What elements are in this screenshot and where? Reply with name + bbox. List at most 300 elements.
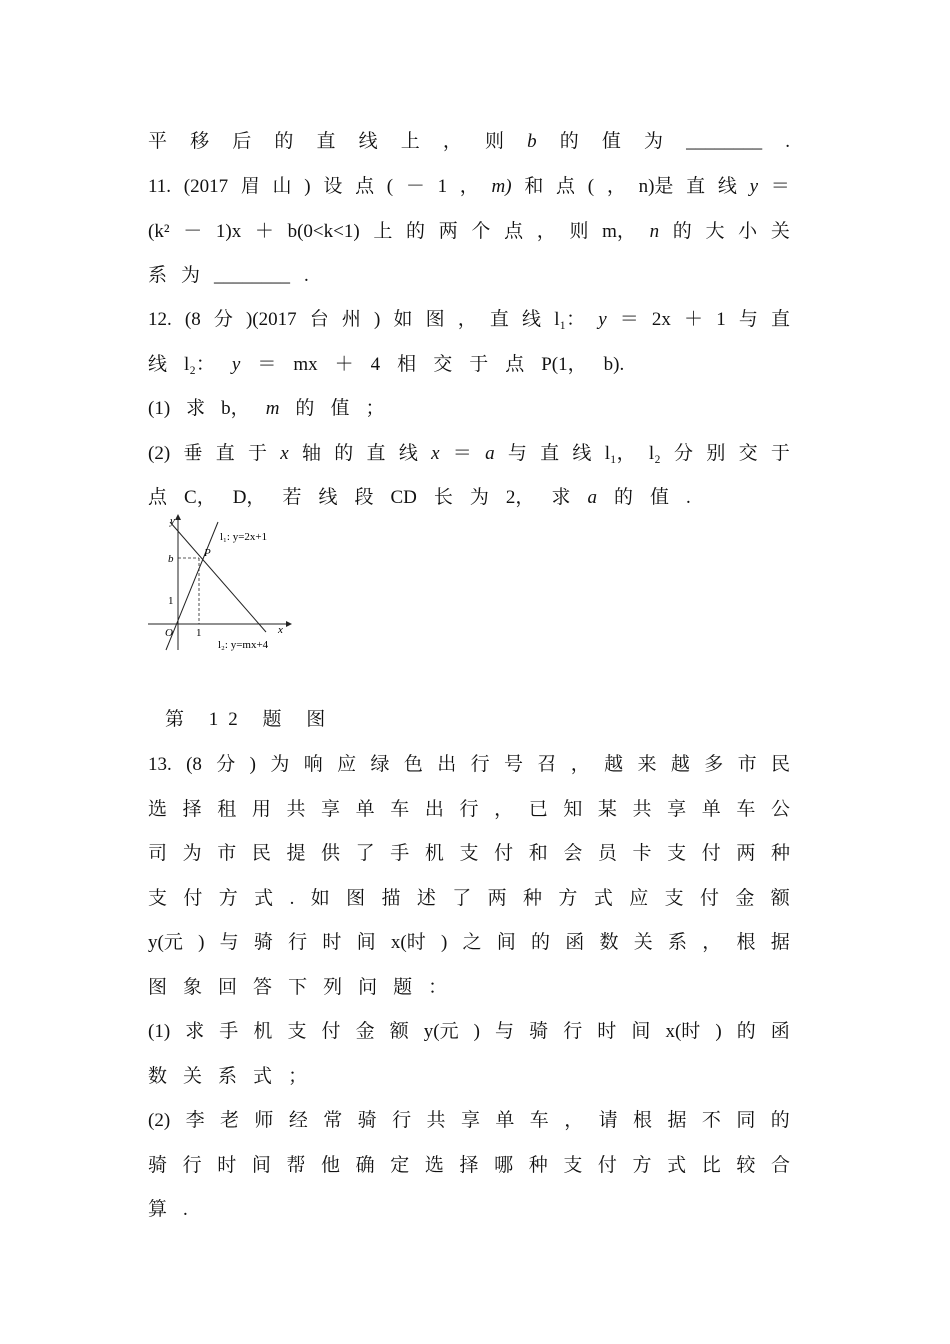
text-token: .: [785, 131, 790, 152]
text-token: 应: [337, 754, 357, 775]
text-token: 直: [770, 309, 790, 330]
text-token: 择: [182, 799, 202, 820]
text-token: 出: [424, 799, 444, 820]
text-token: 点: [556, 176, 576, 197]
text-token: 于: [469, 354, 489, 375]
text-token: ＋: [254, 221, 274, 242]
text-token: 间: [251, 1155, 271, 1176]
text-token: 台: [309, 309, 329, 330]
text-token: 手: [219, 1021, 239, 1042]
text-token: 骑: [253, 932, 273, 953]
text-token: 交: [433, 354, 453, 375]
text-token: n: [649, 221, 660, 242]
text-token: －: [183, 221, 203, 242]
text-token: ＋: [684, 309, 704, 330]
text-token: 垂: [183, 443, 203, 464]
text-token: 越: [604, 754, 624, 775]
question-11-line-1: [148, 171, 790, 197]
text-token: 线: [148, 354, 168, 375]
text-token: x(时: [665, 1021, 701, 1042]
text-token: 移: [190, 131, 210, 152]
text-token: 付: [494, 843, 514, 864]
text-token: 求: [186, 398, 206, 419]
text-token: 支: [148, 888, 168, 909]
text-token: ；: [288, 1066, 308, 1087]
text-token: ，: [570, 754, 590, 775]
text-token: 应: [629, 888, 649, 909]
text-token: 则: [569, 221, 589, 242]
text-token: 骑: [148, 1155, 168, 1176]
text-token: (8: [184, 309, 201, 330]
text-token: l₁：: [554, 309, 586, 330]
text-token: 后: [232, 131, 252, 152]
text-token: ，: [494, 799, 514, 820]
text-token: 选: [148, 799, 168, 820]
x-one-label: 1: [196, 627, 202, 639]
text-token: 值: [601, 131, 621, 152]
text-token: 经: [288, 1110, 308, 1131]
text-token: 的: [613, 487, 633, 508]
text-token: 式: [253, 1066, 273, 1087]
text-token: 直: [540, 443, 560, 464]
text-token: ，: [457, 309, 477, 330]
text-token: 支: [664, 888, 684, 909]
text-token: 两: [438, 221, 458, 242]
axis-x-label: x: [278, 624, 283, 636]
question-13-line-3: [148, 838, 790, 864]
text-token: 方: [558, 888, 578, 909]
text-token: 比: [701, 1155, 721, 1176]
text-token: 眉: [240, 176, 260, 197]
text-token: n)是: [638, 176, 674, 197]
figure-caption: 第 12 题 图: [165, 709, 336, 730]
text-token: ): [374, 309, 381, 330]
text-token: 系: [148, 265, 168, 286]
text-token: .: [685, 487, 691, 508]
text-token: 了: [355, 843, 375, 864]
text-token: D，: [232, 487, 266, 508]
text-token: 图: [346, 888, 366, 909]
text-token: x: [280, 443, 289, 464]
text-token: 李: [185, 1110, 205, 1131]
text-token: 种: [770, 843, 790, 864]
text-token: 象: [183, 977, 203, 998]
text-token: 来: [637, 754, 657, 775]
text-token: 点: [505, 354, 525, 375]
text-token: x: [431, 443, 440, 464]
text-token: 大: [705, 221, 725, 242]
question-13-part-1-line-2: [148, 1061, 790, 1087]
text-token: 共: [286, 799, 306, 820]
text-token: 行: [182, 1155, 202, 1176]
text-token: 时: [322, 932, 342, 953]
text-token: 多: [704, 754, 724, 775]
text-token: ，: [606, 176, 626, 197]
text-token: P(1，: [541, 354, 587, 375]
text-token: 据: [667, 1110, 687, 1131]
text-token: 同: [736, 1110, 756, 1131]
text-token: l₁，: [604, 443, 636, 464]
question-12-part-1: [148, 393, 790, 419]
text-token: 于: [770, 443, 790, 464]
text-token: .: [183, 1199, 188, 1220]
text-token: .: [304, 265, 309, 286]
text-token: 4: [370, 354, 381, 375]
text-token: .: [289, 888, 295, 909]
text-token: 老: [219, 1110, 239, 1131]
text-token: 答: [253, 977, 273, 998]
text-token: 付: [597, 1155, 617, 1176]
text-token: x(时: [390, 932, 426, 953]
text-token: 直: [215, 443, 235, 464]
text-token: 民: [770, 754, 790, 775]
text-token: a: [485, 443, 495, 464]
text-token: CD: [390, 487, 417, 508]
text-token: ；: [365, 398, 385, 419]
text-token: 较: [736, 1155, 756, 1176]
text-token: 与: [219, 932, 239, 953]
text-token: 两: [736, 843, 756, 864]
text-token: 1: [716, 309, 726, 330]
text-token: b: [527, 131, 537, 152]
text-token: 相: [397, 354, 417, 375]
text-token: 小: [738, 221, 758, 242]
text-token: ): [304, 176, 311, 197]
text-token: ，: [564, 1110, 584, 1131]
text-token: 点: [504, 221, 524, 242]
text-token: 上: [373, 221, 393, 242]
b-label: b: [168, 553, 174, 565]
text-token: m): [491, 176, 512, 197]
l1-equation-label: l₁: y=2x+1: [220, 531, 268, 543]
y-one-label: 1: [168, 595, 174, 607]
text-token: 13.: [148, 754, 172, 775]
text-token: 用: [251, 799, 271, 820]
text-token: 关: [183, 1066, 203, 1087]
text-token: 分: [213, 309, 233, 330]
text-token: (2): [148, 443, 171, 464]
text-token: 单: [495, 1110, 515, 1131]
text-token: 确: [355, 1155, 375, 1176]
text-token: 点: [355, 176, 375, 197]
text-token: 方: [632, 1155, 652, 1176]
text-token: 帮: [286, 1155, 306, 1176]
text-token: 员: [597, 843, 617, 864]
question-13-line-2: [148, 794, 790, 820]
text-token: m，: [602, 221, 636, 242]
text-token: 金: [355, 1021, 375, 1042]
text-token: 根: [633, 1110, 653, 1131]
text-token: 租: [217, 799, 237, 820]
text-token: 题: [393, 977, 413, 998]
text-token: 额: [770, 888, 790, 909]
text-token: 为: [182, 843, 202, 864]
text-token: 线: [572, 443, 592, 464]
line-l1: [166, 522, 218, 650]
text-token: 市: [737, 754, 757, 775]
question-13-part-2-line-2: [148, 1150, 790, 1176]
text-token: 供: [321, 843, 341, 864]
text-token: 行: [288, 932, 308, 953]
text-token: y(元: [423, 1021, 459, 1042]
text-token: 支: [563, 1155, 583, 1176]
text-token: 根: [736, 932, 756, 953]
question-12-part-2-line-2: [148, 482, 790, 508]
text-token: 图: [148, 977, 168, 998]
text-token: ，: [442, 131, 462, 152]
text-token: 式: [667, 1155, 687, 1176]
text-token: 州: [341, 309, 361, 330]
text-token: 直: [686, 176, 706, 197]
text-token: b，: [221, 398, 250, 419]
text-token: 召: [537, 754, 557, 775]
text-token: l₂：: [184, 354, 215, 375]
text-token: 的: [295, 398, 315, 419]
text-token: 数: [148, 1066, 168, 1087]
text-token: 择: [459, 1155, 479, 1176]
text-token: 的: [334, 443, 354, 464]
text-token: 于: [247, 443, 267, 464]
question-13-part-2-line-1: [148, 1105, 790, 1131]
question-13-line-1: [148, 749, 790, 775]
text-token: 机: [424, 843, 444, 864]
text-token: 定: [390, 1155, 410, 1176]
text-token: 的: [531, 932, 551, 953]
text-token: 如: [393, 309, 413, 330]
text-token: 手: [390, 843, 410, 864]
text-token: (k²: [148, 221, 170, 242]
text-token: 卡: [632, 843, 652, 864]
text-token: ＝: [257, 354, 277, 375]
text-token: 系: [218, 1066, 238, 1087]
text-token: 段: [354, 487, 374, 508]
text-token: 车: [529, 1110, 549, 1131]
text-token: 下: [288, 977, 308, 998]
text-token: 为: [469, 487, 489, 508]
text-token: (: [587, 176, 595, 197]
text-token: 色: [403, 754, 423, 775]
text-token: 回: [218, 977, 238, 998]
text-token: 上: [400, 131, 420, 152]
text-token: 据: [770, 932, 790, 953]
text-token: 值: [649, 487, 669, 508]
text-token: 的: [672, 221, 692, 242]
text-token: ): [715, 1021, 722, 1042]
text-token: 求: [551, 487, 571, 508]
text-token: ，: [702, 932, 722, 953]
text-token: l₂: [648, 443, 661, 464]
text-token: 则: [485, 131, 505, 152]
text-token: 设: [323, 176, 343, 197]
text-token: ：: [428, 977, 448, 998]
text-token: 的: [736, 1021, 756, 1042]
text-token: 种: [523, 888, 543, 909]
text-token: 绿: [370, 754, 390, 775]
text-token: 的: [770, 1110, 790, 1131]
text-token: (1): [148, 398, 171, 419]
text-token: 平: [148, 131, 168, 152]
text-token: (: [386, 176, 394, 197]
text-token: ): [198, 932, 205, 953]
text-token: 分: [216, 754, 236, 775]
text-token: 方: [218, 888, 238, 909]
text-token: 骑: [529, 1021, 549, 1042]
text-token: y: [749, 176, 759, 197]
text-token: 单: [701, 799, 721, 820]
text-token: 车: [390, 799, 410, 820]
l2-equation-label: l₂: y=mx+4: [218, 639, 269, 651]
text-token: 合: [770, 1155, 790, 1176]
text-token: 哪: [494, 1155, 514, 1176]
text-token: 间: [356, 932, 376, 953]
text-token: 线: [398, 443, 418, 464]
question-13-part-2-line-3: [148, 1194, 790, 1220]
text-token: 付: [699, 888, 719, 909]
text-token: 了: [452, 888, 472, 909]
text-token: 司: [148, 843, 168, 864]
text-token: 交: [738, 443, 758, 464]
text-token: 不: [701, 1110, 721, 1131]
text-token: 与: [738, 309, 758, 330]
text-token: 别: [706, 443, 726, 464]
text-token: 与: [507, 443, 527, 464]
text-token: 线: [318, 487, 338, 508]
question-12-line-2: [148, 349, 790, 375]
text-token: 市: [217, 843, 237, 864]
text-token: 越: [670, 754, 690, 775]
text-token: 会: [563, 843, 583, 864]
text-token: 已: [528, 799, 548, 820]
text-token: 享: [321, 799, 341, 820]
text-token: 提: [286, 843, 306, 864]
text-token: (2017: [183, 176, 229, 197]
text-token: 线: [717, 176, 737, 197]
axis-y-label: y: [170, 515, 175, 527]
text-token: 为: [643, 131, 663, 152]
text-line: [148, 126, 790, 152]
text-token: 值: [330, 398, 350, 419]
text-token: 行: [459, 799, 479, 820]
text-token: 线: [522, 309, 542, 330]
text-token: 骑: [357, 1110, 377, 1131]
text-token: 额: [389, 1021, 409, 1042]
text-token: 行: [392, 1110, 412, 1131]
text-token: －: [405, 176, 425, 197]
text-token: 关: [633, 932, 653, 953]
text-token: 描: [381, 888, 401, 909]
text-token: 选: [424, 1155, 444, 1176]
text-token: y: [231, 354, 241, 375]
text-token: 付: [321, 1021, 341, 1042]
question-12-part-2-line-1: [148, 438, 790, 464]
text-token: 之: [462, 932, 482, 953]
text-token: ________: [214, 265, 291, 286]
text-token: mx: [293, 354, 318, 375]
text-token: 机: [253, 1021, 273, 1042]
text-token: 和: [528, 843, 548, 864]
text-token: 2，: [505, 487, 535, 508]
text-token: 个: [471, 221, 491, 242]
text-token: 出: [437, 754, 457, 775]
text-token: ＝: [770, 176, 790, 197]
text-token: 函: [565, 932, 585, 953]
text-token: b(0<k<1): [287, 221, 360, 242]
question-12-figure: [144, 510, 304, 660]
question-11-line-3: [148, 260, 790, 286]
text-token: ): [473, 1021, 480, 1042]
text-token: 求: [185, 1021, 205, 1042]
text-token: 长: [433, 487, 453, 508]
text-token: 时: [597, 1021, 617, 1042]
text-token: 单: [355, 799, 375, 820]
text-token: b).: [603, 354, 625, 375]
text-token: ，: [536, 221, 556, 242]
text-token: 享: [667, 799, 687, 820]
question-13-line-6: [148, 972, 790, 998]
text-token: (1): [148, 1021, 171, 1042]
text-token: )(2017: [245, 309, 297, 330]
text-token: 共: [632, 799, 652, 820]
text-token: 1)x: [215, 221, 242, 242]
text-token: 若: [282, 487, 302, 508]
text-token: 公: [770, 799, 790, 820]
text-token: 和: [524, 176, 544, 197]
question-13-line-5: [148, 927, 790, 953]
text-token: 间: [631, 1021, 651, 1042]
text-token: ): [440, 932, 448, 953]
text-token: 式: [254, 888, 274, 909]
text-token: 享: [460, 1110, 480, 1131]
text-token: 种: [528, 1155, 548, 1176]
text-token: 响: [303, 754, 323, 775]
text-token: 轴: [301, 443, 321, 464]
text-token: 系: [668, 932, 688, 953]
question-13-line-4: [148, 883, 790, 909]
text-token: 直: [316, 131, 336, 152]
text-token: 两: [487, 888, 507, 909]
point-p-label: P: [204, 547, 211, 559]
text-token: 2x: [651, 309, 671, 330]
text-token: 间: [496, 932, 516, 953]
text-token: a: [587, 487, 597, 508]
text-token: ＋: [334, 354, 354, 375]
text-token: 常: [323, 1110, 343, 1131]
text-token: 的: [406, 221, 426, 242]
text-token: C，: [184, 487, 216, 508]
text-token: 支: [667, 843, 687, 864]
text-token: 线: [358, 131, 378, 152]
text-token: 为: [270, 754, 290, 775]
text-token: (2): [148, 1110, 171, 1131]
text-token: 与: [495, 1021, 515, 1042]
text-token: y: [598, 309, 607, 330]
text-token: y(元: [148, 932, 183, 953]
text-token: 知: [563, 799, 583, 820]
text-token: 述: [416, 888, 436, 909]
text-token: ，: [459, 176, 479, 197]
question-12-line-1: [148, 304, 790, 330]
text-token: 关: [770, 221, 790, 242]
text-token: 车: [736, 799, 756, 820]
text-token: 他: [321, 1155, 341, 1176]
text-token: 直: [489, 309, 509, 330]
question-11-line-2: [148, 216, 790, 242]
text-token: 11.: [148, 176, 172, 197]
text-token: 行: [563, 1021, 583, 1042]
text-token: 号: [503, 754, 523, 775]
question-13-part-1-line-1: [148, 1016, 790, 1042]
text-token: ＝: [619, 309, 639, 330]
